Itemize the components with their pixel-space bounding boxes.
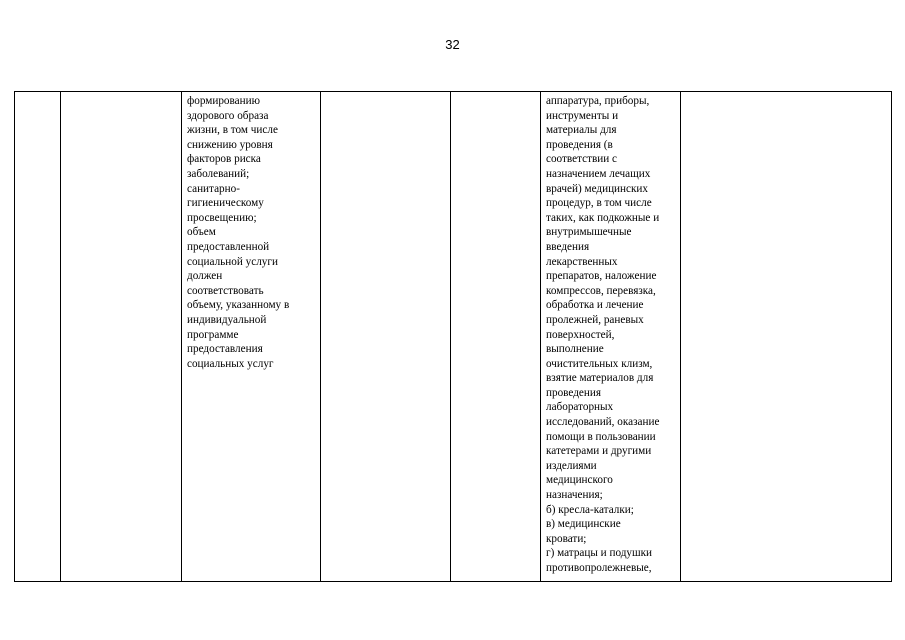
text-line: назначения; xyxy=(546,489,603,502)
text-line: компрессов, перевязка, xyxy=(546,284,656,297)
text-line: внутримышечные xyxy=(546,226,632,239)
cell-conditions xyxy=(541,92,681,582)
cell-number xyxy=(15,92,61,582)
text-line: препаратов, наложение xyxy=(546,270,657,283)
cell-duration xyxy=(451,92,541,582)
text-line: санитарно- xyxy=(187,182,240,195)
text-line: инструменты и xyxy=(546,109,619,122)
text-line: соответствовать xyxy=(187,284,264,297)
text-line: предоставленной xyxy=(187,240,270,253)
cell-quality-indicators xyxy=(681,92,892,582)
text-line: проведения xyxy=(546,386,601,399)
text-line: обработка и лечение xyxy=(546,299,644,312)
services-table xyxy=(14,91,892,582)
text-line: пролежней, раневых xyxy=(546,313,644,326)
text-line: очистительных клизм, xyxy=(546,357,653,370)
text-line: лекарственных xyxy=(546,255,618,268)
text-line: г) матрацы и подушки xyxy=(546,547,653,560)
text-line: врачей) медицинских xyxy=(546,182,649,195)
text-line: таких, как подкожные и xyxy=(546,211,660,224)
service-description-text xyxy=(187,94,316,371)
text-line: гигиеническому xyxy=(187,197,264,210)
cell-service-name xyxy=(61,92,182,582)
text-line: медицинского xyxy=(546,474,613,487)
text-line: объему, указанному в xyxy=(187,299,290,312)
text-line: исследований, оказание xyxy=(546,416,660,429)
text-line: помощи в пользовании xyxy=(546,430,656,443)
cell-standard xyxy=(321,92,451,582)
text-line: изделиями xyxy=(546,459,597,472)
text-line: соответствии с xyxy=(546,153,617,166)
text-line: объем xyxy=(187,226,216,239)
text-line: поверхностей, xyxy=(546,328,615,341)
text-line: аппаратура, приборы, xyxy=(546,95,650,107)
page-number: 32 xyxy=(445,37,460,52)
text-line: проведения (в xyxy=(546,138,613,151)
text-line: просвещению; xyxy=(187,211,257,224)
text-line: здорового образа xyxy=(187,109,269,122)
text-line: лабораторных xyxy=(546,401,614,414)
text-line: социальных услуг xyxy=(187,357,274,370)
text-line: индивидуальной xyxy=(187,313,267,326)
text-line: в) медицинские xyxy=(546,518,621,531)
table-row xyxy=(15,92,892,582)
text-line: противопролежневые, xyxy=(546,562,652,574)
text-line: жизни, в том числе xyxy=(187,124,278,137)
service-conditions-text xyxy=(546,94,676,576)
text-line: кровати; xyxy=(546,532,587,545)
text-line: катетерами и другими xyxy=(546,445,652,458)
text-line: социальной услуги xyxy=(187,255,278,268)
text-line: должен xyxy=(187,270,223,283)
text-line: снижению уровня xyxy=(187,138,273,151)
text-line: факторов риска xyxy=(187,153,261,166)
text-line: б) кресла-каталки; xyxy=(546,503,634,516)
text-line: введения xyxy=(546,240,590,253)
text-line: формированию xyxy=(187,95,260,107)
text-line: выполнение xyxy=(546,343,604,356)
text-line: процедур, в том числе xyxy=(546,197,652,210)
text-line: заболеваний; xyxy=(187,167,250,180)
text-line: взятие материалов для xyxy=(546,372,654,385)
text-line: предоставления xyxy=(187,343,263,356)
text-line: материалы для xyxy=(546,124,617,137)
text-line: назначением лечащих xyxy=(546,167,651,180)
text-line: программе xyxy=(187,328,239,341)
cell-service-description xyxy=(182,92,321,582)
